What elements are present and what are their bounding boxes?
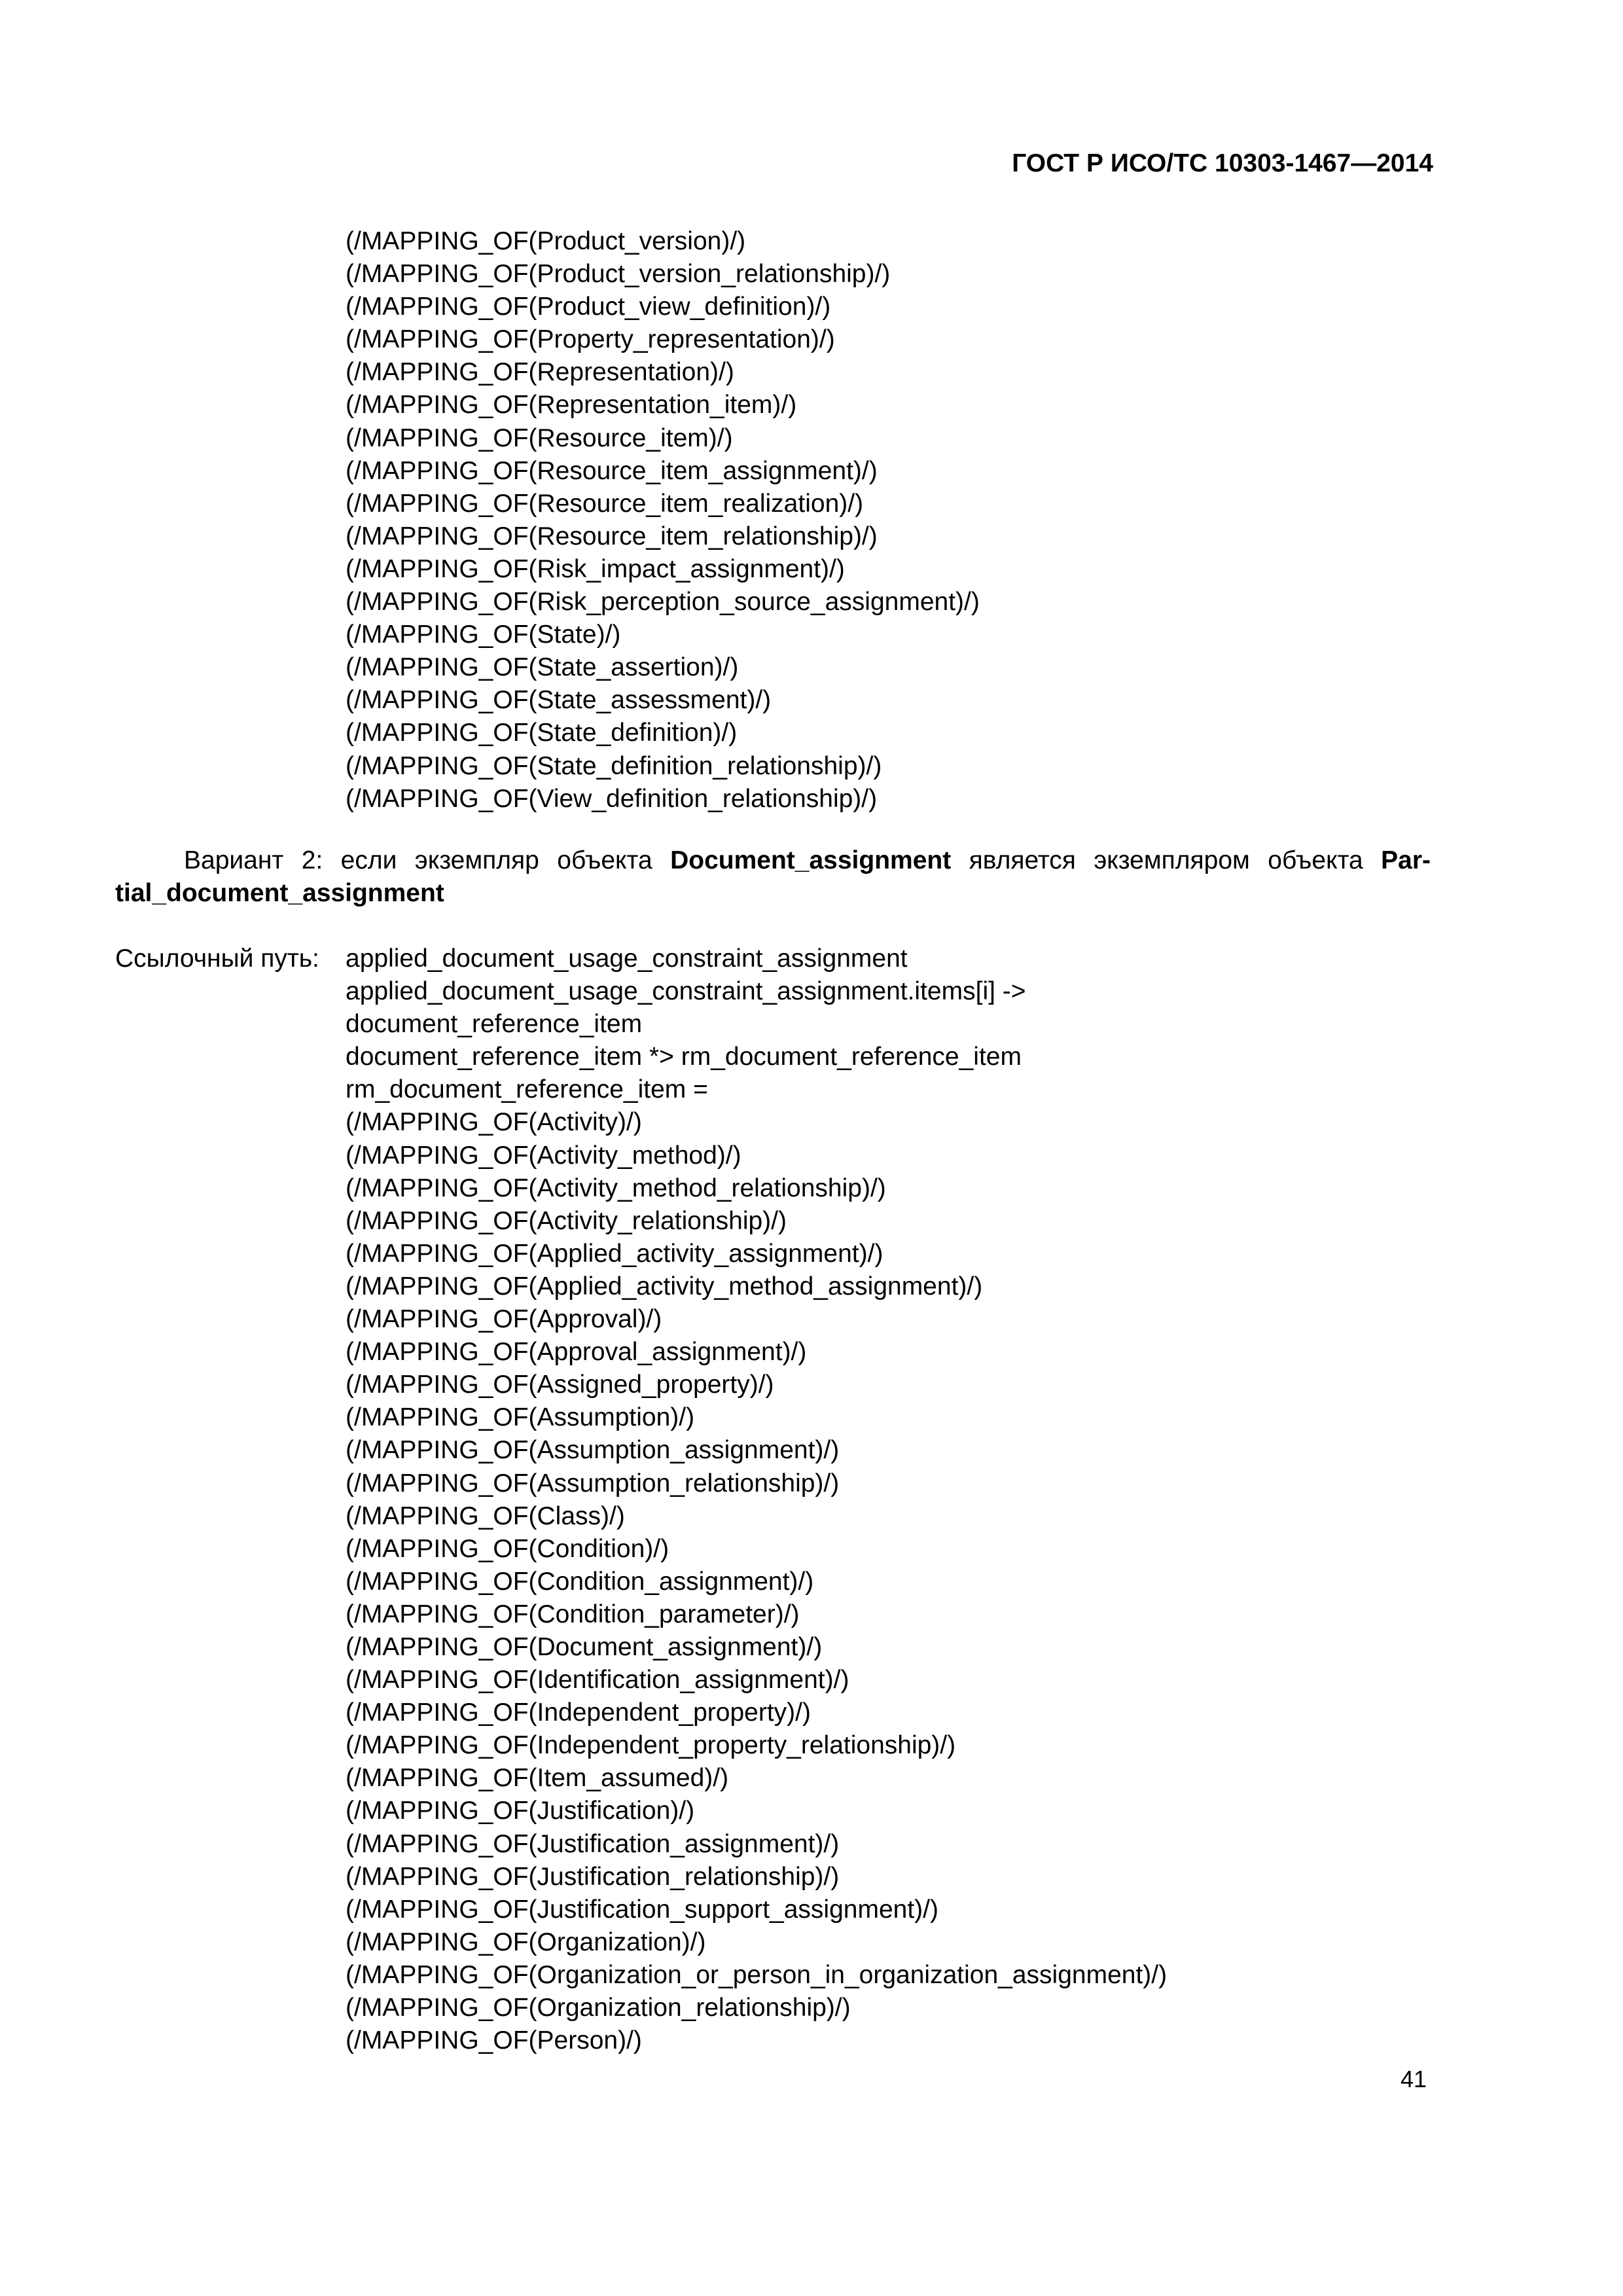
reference-path-line: (/MAPPING_OF(Assumption_relationship)/) <box>346 1469 840 1498</box>
mapping-line: (/MAPPING_OF(Property_representation)/) <box>346 325 835 354</box>
reference-path-line: applied_document_usage_constraint_assignment.items[i] -> <box>346 977 1026 1006</box>
page-number: 41 <box>1400 2066 1427 2092</box>
entity-name-document-assignment: Document_assignment <box>670 846 952 874</box>
reference-path-line: (/MAPPING_OF(Condition_parameter)/) <box>346 1600 800 1628</box>
reference-path-line: applied_document_usage_constraint_assignment <box>346 944 908 973</box>
reference-path-line: (/MAPPING_OF(Activity)/) <box>346 1108 642 1137</box>
mapping-line: (/MAPPING_OF(Resource_item_assignment)/) <box>346 456 878 485</box>
mapping-line: (/MAPPING_OF(Product_view_definition)/) <box>346 293 831 321</box>
document-header: ГОСТ Р ИСО/ТС 10303-1467—2014 <box>1012 149 1433 177</box>
mapping-line: (/MAPPING_OF(State_definition)/) <box>346 719 738 747</box>
reference-path-line: (/MAPPING_OF(Applied_activity_assignment)/) <box>346 1239 883 1268</box>
mapping-line: (/MAPPING_OF(Product_version_relationship)/) <box>346 260 891 289</box>
mapping-line: (/MAPPING_OF(Product_version)/) <box>346 227 746 255</box>
reference-path-line: (/MAPPING_OF(Organization_relationship)/) <box>346 1994 851 2022</box>
reference-path-line: (/MAPPING_OF(Person)/) <box>346 2026 642 2055</box>
entity-name-partial-part1: Par- <box>1381 846 1431 874</box>
reference-path-line: (/MAPPING_OF(Approval_assignment)/) <box>346 1338 807 1367</box>
mapping-line: (/MAPPING_OF(State_assertion)/) <box>346 653 739 682</box>
reference-path-line: (/MAPPING_OF(Independent_property)/) <box>346 1698 811 1727</box>
reference-path-lines <box>346 942 1167 2057</box>
reference-path-line: (/MAPPING_OF(Justification)/) <box>346 1797 695 1825</box>
reference-path-label: Ссылочный путь: <box>115 944 319 973</box>
mapping-line: (/MAPPING_OF(Representation)/) <box>346 358 734 387</box>
reference-path-line: rm_document_reference_item = <box>346 1075 708 1104</box>
reference-path-line: (/MAPPING_OF(Item_assumed)/) <box>346 1764 729 1793</box>
mapping-line: (/MAPPING_OF(State)/) <box>346 620 621 649</box>
reference-path-line: (/MAPPING_OF(Approval)/) <box>346 1305 662 1334</box>
entity-name-partial-part2: tial_document_assignment <box>115 879 444 907</box>
mapping-list-top <box>346 225 980 816</box>
reference-path-line: document_reference_item <box>346 1010 643 1039</box>
reference-path-line: (/MAPPING_OF(Assumption)/) <box>346 1403 695 1432</box>
reference-path-line: (/MAPPING_OF(Identification_assignment)/) <box>346 1666 849 1695</box>
reference-path-line: (/MAPPING_OF(Activity_method)/) <box>346 1141 741 1170</box>
reference-path-line: (/MAPPING_OF(Independent_property_relationship)/) <box>346 1731 956 1760</box>
mapping-line: (/MAPPING_OF(Risk_impact_assignment)/) <box>346 554 845 583</box>
mapping-line: (/MAPPING_OF(View_definition_relationship)/) <box>346 784 878 813</box>
reference-path-line: (/MAPPING_OF(Condition_assignment)/) <box>346 1567 814 1596</box>
reference-path-line: document_reference_item *> rm_document_reference_item <box>346 1043 1022 1071</box>
mapping-line: (/MAPPING_OF(Resource_item_relationship)/) <box>346 522 878 550</box>
reference-path-line: (/MAPPING_OF(Organization_or_person_in_organization_assignment)/) <box>346 1960 1168 1989</box>
mapping-line: (/MAPPING_OF(Risk_perception_source_assignment)/) <box>346 588 980 617</box>
reference-path-line: (/MAPPING_OF(Activity_relationship)/) <box>346 1206 787 1235</box>
reference-path-line: (/MAPPING_OF(Justification_relationship)/) <box>346 1862 840 1891</box>
reference-path-line: (/MAPPING_OF(Applied_activity_method_assignment)/) <box>346 1272 983 1300</box>
reference-path-line: (/MAPPING_OF(Condition)/) <box>346 1534 669 1563</box>
mapping-line: (/MAPPING_OF(State_definition_relationship)/) <box>346 751 882 780</box>
variant-middle: является экземпляром объекта <box>951 846 1382 874</box>
reference-path-line: (/MAPPING_OF(Justification_support_assignment)/) <box>346 1895 938 1924</box>
variant-line-1 <box>115 844 1431 877</box>
reference-path-line: (/MAPPING_OF(Justification_assignment)/) <box>346 1829 840 1858</box>
variant-prefix: Вариант 2: если экземпляр объекта <box>184 846 671 874</box>
reference-path-line: (/MAPPING_OF(Document_assignment)/) <box>346 1632 823 1661</box>
reference-path-line: (/MAPPING_OF(Activity_method_relationship)/) <box>346 1174 886 1202</box>
reference-path-line: (/MAPPING_OF(Class)/) <box>346 1501 625 1530</box>
mapping-line: (/MAPPING_OF(Representation_item)/) <box>346 391 797 420</box>
mapping-line: (/MAPPING_OF(Resource_item_realization)/) <box>346 489 864 518</box>
mapping-line: (/MAPPING_OF(State_assessment)/) <box>346 686 772 715</box>
reference-path-line: (/MAPPING_OF(Assigned_property)/) <box>346 1371 774 1399</box>
variant-paragraph <box>115 844 1431 910</box>
reference-path-line: (/MAPPING_OF(Assumption_assignment)/) <box>346 1436 840 1465</box>
reference-path-line: (/MAPPING_OF(Organization)/) <box>346 1928 706 1956</box>
mapping-line: (/MAPPING_OF(Resource_item)/) <box>346 423 733 452</box>
